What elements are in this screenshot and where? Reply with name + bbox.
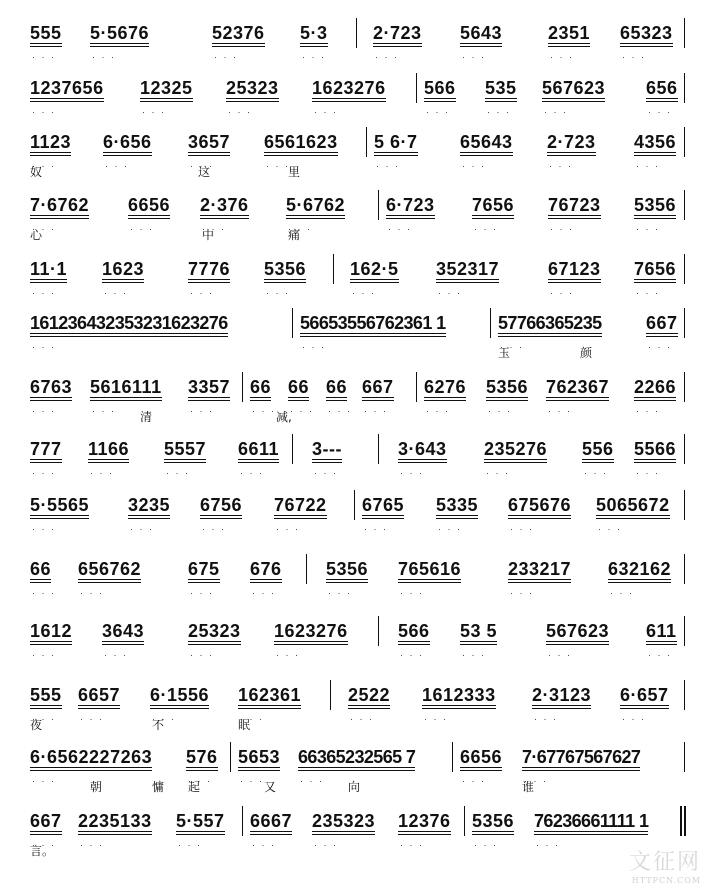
note-group: · · · 1166 <box>88 438 129 460</box>
note-group: · · · 762367 <box>546 376 609 398</box>
note-group: · · · 3643 <box>102 620 144 642</box>
note-group: · · · 2266 <box>634 376 676 398</box>
note-group: · · · 632162 <box>608 558 671 580</box>
note-group: · · · 76723 <box>548 194 601 216</box>
lyric: 玉 <box>498 346 511 360</box>
note-group: · · · 5335 <box>436 494 478 516</box>
lyric: 眠 <box>238 718 251 732</box>
barline <box>292 434 293 464</box>
barline <box>354 490 355 520</box>
note-group: · · · 2·376 <box>200 194 249 216</box>
note-group: · · · 65643 <box>460 131 513 153</box>
barline <box>684 190 685 220</box>
note-group: · · · 555 <box>30 22 62 44</box>
barline <box>684 127 685 157</box>
note-group: · · · 1623 <box>102 258 144 280</box>
note-group: · · · 235323 <box>312 810 375 832</box>
note-group: · · · 3·643 <box>398 438 447 460</box>
barline <box>684 18 685 48</box>
watermark-logo: 文征网 HTTPCN.COM <box>628 850 701 885</box>
barline <box>242 806 243 836</box>
barline <box>230 742 231 772</box>
note-group: · · · 5·3 <box>300 22 328 44</box>
note-group: · · · 76722 <box>274 494 327 516</box>
note-group: · · · 235276 <box>484 438 547 460</box>
barline <box>684 680 685 710</box>
score-row <box>0 22 709 72</box>
note-group: · · · 352317 <box>436 258 499 280</box>
note-group: · · · 57766365235 <box>498 312 602 334</box>
note-group: · · · 6656 <box>460 746 502 768</box>
note-group: · · · 7656 <box>472 194 514 216</box>
note-group: · · · 675 <box>188 558 220 580</box>
note-group: · · · 56653556762361 1 <box>300 312 446 334</box>
note-group: · · · 162361 <box>238 684 301 706</box>
note-group: · · · 656 <box>646 77 678 99</box>
note-group: · · · 611 <box>646 620 677 642</box>
note-group: · · · 6·723 <box>386 194 435 216</box>
note-group: · · · 667 <box>646 312 678 334</box>
lyric: 痛 <box>288 228 301 242</box>
note-group: · · · 12325 <box>140 77 193 99</box>
note-group: · · · 6611 <box>238 438 279 460</box>
lyric: 起 <box>188 780 201 794</box>
note-group: · · · 5·5565 <box>30 494 89 516</box>
note-group: · · · 1237656 <box>30 77 104 99</box>
note-group: · · · 162·5 <box>350 258 399 280</box>
lyric: 中 <box>202 228 215 242</box>
score-row <box>0 620 709 670</box>
note-group: · · · 6561623 <box>264 131 338 153</box>
note-group: · · · 5·6762 <box>286 194 345 216</box>
note-group: · · · 667 <box>362 376 394 398</box>
note-group: · · · 6756 <box>200 494 242 516</box>
barline <box>378 616 379 646</box>
note-group: · · · 567623 <box>546 620 609 642</box>
barline <box>684 73 685 103</box>
note-group: · · · 5356 <box>264 258 306 280</box>
score-row <box>0 131 709 181</box>
score-row <box>0 312 709 362</box>
score-row <box>0 494 709 544</box>
note-group: · · · 576 <box>186 746 218 768</box>
note-group: · · · 5·5676 <box>90 22 149 44</box>
lyric: 谁 <box>522 780 535 794</box>
final-barline <box>680 806 682 836</box>
lyric: 颜 <box>580 346 593 360</box>
note-group: · · · 4356 <box>634 131 676 153</box>
lyric: 清 <box>140 410 153 424</box>
note-group: · · · 66365232565 7 <box>298 746 415 768</box>
note-group: · · · 6·656 <box>103 131 152 153</box>
score-row <box>0 684 709 734</box>
note-group: · · · 66 <box>250 376 271 398</box>
note-group: · · · 566 <box>424 77 456 99</box>
note-group: · · · 566 <box>398 620 430 642</box>
note-group: · · · 5616111 <box>90 376 162 398</box>
barline <box>452 742 453 772</box>
note-group: · · · 1623276 <box>274 620 348 642</box>
lyric: 向 <box>348 780 361 794</box>
barline <box>378 190 379 220</box>
score-row <box>0 194 709 244</box>
note-group: · · · 11·1 <box>30 258 67 280</box>
note-group: · · · 535 <box>485 77 517 99</box>
note-group: · · · 667 <box>30 810 62 832</box>
note-group: · · · 7·67767567627 <box>522 746 640 768</box>
note-group: · · · 5356 <box>472 810 514 832</box>
note-group: · · · 2·723 <box>547 131 596 153</box>
note-group: · · · 2351 <box>548 22 590 44</box>
note-group: · · · 2235133 <box>78 810 152 832</box>
note-group: · · · 1612 <box>30 620 72 642</box>
note-group: · · · 5356 <box>634 194 676 216</box>
note-group: · · · 7776 <box>188 258 230 280</box>
lyric: 奴 <box>30 165 43 179</box>
barline <box>416 73 417 103</box>
note-group: · · · 1623276 <box>312 77 386 99</box>
score-row <box>0 810 709 860</box>
score-row <box>0 438 709 488</box>
lyric: 减, <box>276 410 292 424</box>
barline <box>490 308 491 338</box>
note-group: · · · 6·6562227263 <box>30 746 152 768</box>
barline <box>684 372 685 402</box>
score-row <box>0 558 709 608</box>
barline <box>684 308 685 338</box>
note-group: · · · 66 <box>326 376 347 398</box>
note-group: · · · 5653 <box>238 746 280 768</box>
note-group: · · · 5 6·7 <box>374 131 418 153</box>
note-group: · · · 66 <box>30 558 51 580</box>
note-group: · · · 53 5 <box>460 620 497 642</box>
barline <box>330 680 331 710</box>
note-group: · · · 3--- <box>312 438 342 460</box>
note-group: · · · 555 <box>30 684 62 706</box>
note-group: · · · 66 <box>288 376 309 398</box>
barline <box>464 806 465 836</box>
note-group: · · · 676 <box>250 558 282 580</box>
barline <box>292 308 293 338</box>
note-group: · · · 67123 <box>548 258 601 280</box>
lyric: 里 <box>288 165 301 179</box>
barline <box>333 254 334 284</box>
note-group: · · · 3657 <box>188 131 230 153</box>
note-group: · · · 12376 <box>398 810 451 832</box>
note-group: · · · 7·6762 <box>30 194 89 216</box>
note-group: · · · 675676 <box>508 494 571 516</box>
note-group: · · · 65323 <box>620 22 673 44</box>
note-group: · · · 3357 <box>188 376 230 398</box>
note-group: · · · 7656 <box>634 258 676 280</box>
lyric: 这 <box>198 165 211 179</box>
note-group: · · · 52376 <box>212 22 265 44</box>
barline <box>378 434 379 464</box>
note-group: · · · 6656 <box>128 194 170 216</box>
barline <box>306 554 307 584</box>
note-group: · · · 233217 <box>508 558 571 580</box>
lyric: 夜 <box>30 718 43 732</box>
lyric: 不 <box>152 718 165 732</box>
note-group: · · · 556 <box>582 438 614 460</box>
note-group: · · · 656762 <box>78 558 141 580</box>
lyric: 朝 <box>90 780 103 794</box>
note-group: · · · 161236432353231623276 <box>30 312 228 334</box>
note-group: · · · 6·1556 <box>150 684 209 706</box>
note-group: · · · 6667 <box>250 810 292 832</box>
lyric: 心 <box>30 228 43 242</box>
note-group: · · · 1612333 <box>422 684 496 706</box>
note-group: · · · 1123 <box>30 131 71 153</box>
note-group: · · · 2522 <box>348 684 390 706</box>
note-group: · · · 25323 <box>226 77 279 99</box>
lyric: 慵 <box>152 780 165 794</box>
barline <box>356 18 357 48</box>
score-row <box>0 77 709 127</box>
note-group: · · · 3235 <box>128 494 170 516</box>
barline <box>684 742 685 772</box>
barline <box>684 490 685 520</box>
lyric: 言。 <box>30 844 55 858</box>
barline <box>684 616 685 646</box>
note-group: · · · 5356 <box>486 376 528 398</box>
note-group: · · · 25323 <box>188 620 241 642</box>
note-group: · · · 5557 <box>164 438 206 460</box>
note-group: · · · 5065672 <box>596 494 670 516</box>
note-group: · · · 6763 <box>30 376 72 398</box>
barline <box>684 554 685 584</box>
note-group: · · · 5·557 <box>176 810 225 832</box>
barline <box>242 372 243 402</box>
lyric: 又 <box>264 780 277 794</box>
note-group: · · · 567623 <box>542 77 605 99</box>
note-group: · · · 5356 <box>326 558 368 580</box>
note-group: · · · 6276 <box>424 376 466 398</box>
note-group: · · · 6765 <box>362 494 404 516</box>
note-group: · · · 2·3123 <box>532 684 591 706</box>
barline <box>684 254 685 284</box>
barline <box>416 372 417 402</box>
note-group: · · · 777 <box>30 438 62 460</box>
barline <box>366 127 367 157</box>
note-group: · · · 6657 <box>78 684 120 706</box>
note-group: · · · 765616 <box>398 558 461 580</box>
note-group: · · · 6·657 <box>620 684 669 706</box>
barline <box>684 434 685 464</box>
note-group: · · · 76236661111 1 <box>534 810 648 832</box>
note-group: · · · 5643 <box>460 22 502 44</box>
score-row <box>0 258 709 308</box>
note-group: · · · 2·723 <box>373 22 422 44</box>
note-group: · · · 5566 <box>634 438 676 460</box>
score-row <box>0 376 709 426</box>
score-row <box>0 746 709 796</box>
